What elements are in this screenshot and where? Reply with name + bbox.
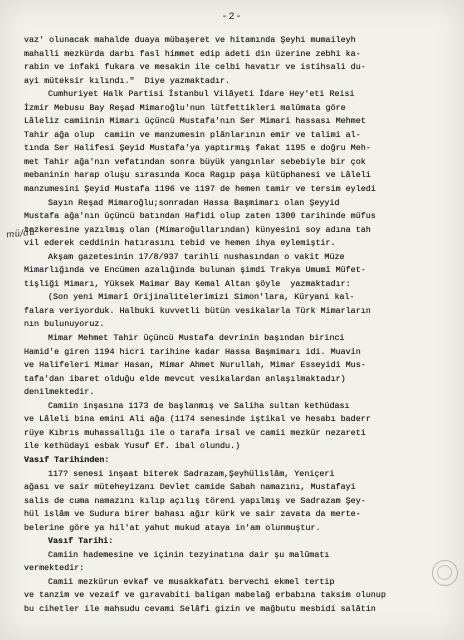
text-line: tişliği Mimarı, Yüksek Maimar Bay Kemal Altan şöyle yazmaktadır: — [24, 278, 351, 289]
text-line: ve Lâleli bina emini Ali ağa (1174 senesinde iştikal ve hesabı baderr — [24, 414, 371, 425]
text-line: Camiin inşasına 1173 de başlanmış ve Saliha sultan kethüdası — [48, 400, 350, 411]
text-line: bu cihetler ile mahsudu cevami Selâfi gizin ve mağbutu mesbidi salâtin — [24, 603, 376, 614]
text-line: tında Ser Halifesi Şeyid Mustafa'ya yaptırmış fakat 1195 e doğru Meh- — [24, 143, 371, 154]
text-line: manzumesini Şeyid Mustafa 1196 ve 1197 de hemen tamir ve tersim eyledi — [24, 184, 376, 195]
text-line: met Tahir ağa'nın vefatından sonra büyük yangınlar sebebiyle bir çok — [24, 156, 366, 167]
text-line: denilmektedir. — [24, 387, 95, 398]
text-line: nın bulunuyoruz. — [24, 319, 105, 330]
text-line: vil ederek ceddinin hatırasını tebid ve hemen ihya eylemiştir. — [24, 238, 336, 249]
text-line: Camii mezkürun evkaf ve musakkafatı bervechi ekmel tertip — [48, 576, 335, 587]
text-line: mebaninin harap oluşu sırasında Koca Ragıp paşa kütüphanesi ve Lâleli — [24, 170, 371, 181]
text-line: (Son yeni Mimarî Orijinalitelerimizi Simon'lara, Küryani kal- — [48, 292, 355, 303]
section-heading: Vasıf Tarihi: — [48, 536, 114, 547]
text-line: tezkeresine yazılmış olan (Mimaroğullarından) künyesini soy adına tah — [24, 224, 371, 235]
text-line: vermektedir: — [24, 563, 85, 574]
text-line: ve Halifeleri Mimar Hasan, Mimar Ahmet Nurullah, Mimar Esseyidi Mus- — [24, 360, 366, 371]
text-line: vaz' olunacak mahalde duaya mübaşeret ve hitamında Şeyhi mumaileyh — [24, 35, 356, 45]
text-line: ile kethüdayi esbak Yusuf Ef. ibal olundu.) — [24, 441, 241, 452]
text-line: Mustafa ağa'nın üçüncü batından Hafidi olup zaten 1300 tarihinde müfus — [24, 211, 376, 222]
text-line: falara veriyorduk. Halbuki kuvvetli bütün vesikalarla Türk Mimarların — [24, 305, 371, 316]
text-line: Tahir ağa olup camiin ve manzumesin plânlarının emir ve talimi al- — [24, 129, 361, 140]
text-line: Akşam gazetesinin 17/8/937 tarihli nushasından o vakit Müze — [48, 251, 345, 262]
text-line: Hamid'e giren 1194 hicri tarihine kadar Hassa Başmimarı idi. Muavin — [24, 346, 361, 357]
text-line: İzmir Mebusu Bay Reşad Mimaroğlu'nun lütfettikleri malûmata göre — [24, 102, 346, 113]
section-heading: Vasıf Tarihinden: — [24, 454, 110, 465]
handwritten-margin-note: mü/dü — [5, 227, 36, 241]
text-line: Camiin hademesine ve içinin tezyinatına dair şu malûmatı — [48, 549, 330, 560]
stamp-inner-ring — [437, 565, 452, 580]
text-line: ve tanzim ve vezaif ve gıravabiti baligan mabelağ erbabına taksim olunup — [24, 590, 386, 601]
text-line: Cumhuriyet Halk Partisi İstanbul Vilâyeti İdare Hey'eti Reisi — [48, 89, 355, 100]
document-body — [24, 34, 454, 617]
text-line: Lâleliz camiinin Mimarı üçüncü Mustafa'nın Ser Mimari hassası Mehmet — [24, 116, 366, 127]
page-number: -2- — [221, 12, 243, 23]
text-line: tafa'dan ibaret olduğu elde mevcut vesikalardan anlaşılmaktadır) — [24, 373, 346, 384]
text-line: ayi müteksir kılındı." Diye yazmaktadır. — [24, 75, 231, 86]
text-line: salis de cuma namazını kılıp açılış töreni yapılmış ve Sadrazam Şey- — [24, 495, 366, 506]
text-line: hül islâm ve Sudura birer bahası ağır kürk ve sair zavata da merte- — [24, 509, 361, 520]
text-line: mahalli mezkürda darbı fasl himmet edip adeti din üzerine zebhi ka- — [24, 48, 361, 59]
text-line: belerine göre ya hil'at yahut mukud ataya in'am olunmuştur. — [24, 522, 321, 533]
text-line: rabin ve infaki fukara ve mesakin ile celbi havatır ve istihsali du- — [24, 62, 366, 73]
text-line: rüye Kıbrıs muhassallığı ile o tarafa irsal ve camii mezkür nezareti — [24, 427, 366, 438]
text-line: Sayın Reşad Mimaroğlu;sonradan Hassa Başmimarı olan Şeyyid — [48, 197, 340, 208]
text-line: ağası ve sair müteheyizanı Devlet camide Sabah namazını, Mustafayi — [24, 482, 356, 493]
text-line: Mimar Mehmet Tahir üçüncü Mustafa devrinin başından birinci — [48, 333, 345, 344]
text-line: Mimarlığında ve Encümen azalığında bulunan şimdi Trakya Umumî Müfet- — [24, 265, 366, 276]
archive-stamp-icon — [432, 560, 458, 586]
text-line: 117? senesi inşaat biterek Sadrazam,Şeyhülislâm, Yeniçeri — [48, 468, 335, 479]
